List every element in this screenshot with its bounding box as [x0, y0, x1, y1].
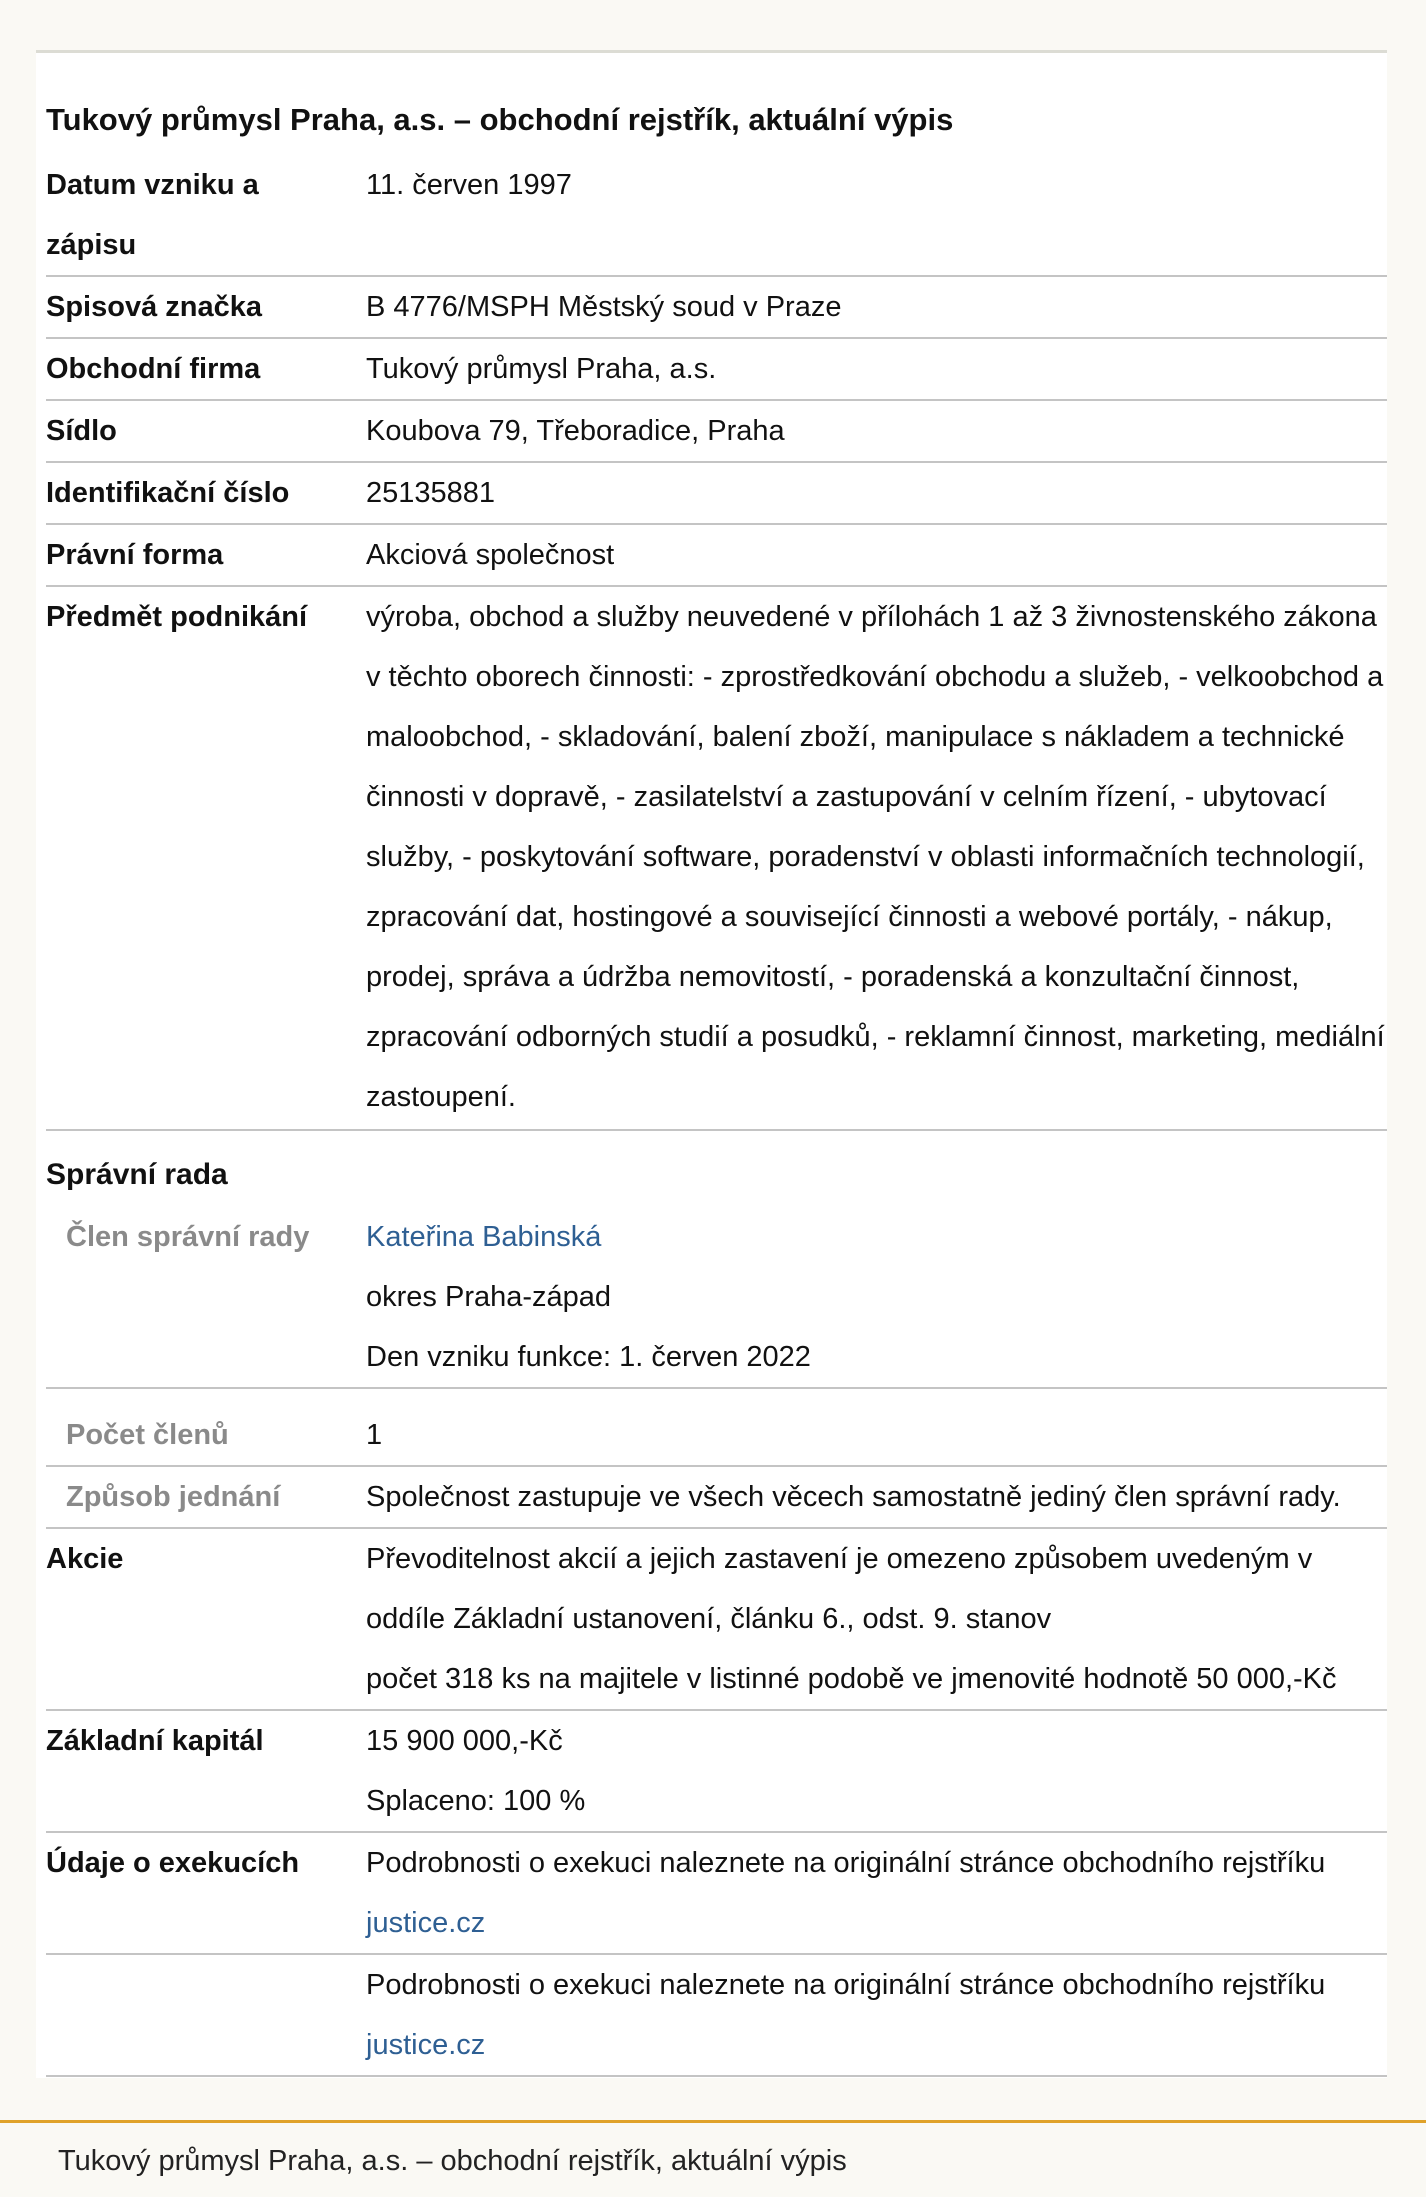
row-value: B 4776/MSPH Městský soud v Praze: [366, 291, 842, 323]
page-title: Tukový průmysl Praha, a.s. – obchodní rejstřík, aktuální výpis: [46, 102, 954, 137]
justice-link[interactable]: justice.cz: [366, 2029, 486, 2061]
row-udaje-o-exekucich-2: [46, 1955, 1387, 2077]
exekuce-text: Podrobnosti o exekuci naleznete na originální stránce obchodního rejstříku: [366, 1969, 1326, 2001]
row-identifikacni-cislo: [46, 463, 1387, 525]
section-heading-spravni-rada: Správní rada: [46, 1158, 228, 1191]
row-value: Společnost zastupuje ve všech věcech samostatně jediný člen správní rady.: [366, 1481, 1341, 1513]
row-udaje-o-exekucich: [46, 1833, 1387, 1955]
row-value: Koubova 79, Třeboradice, Praha: [366, 415, 785, 447]
row-value: [366, 1955, 1386, 2075]
row-zpusob-jednani: [46, 1467, 1387, 1529]
row-value: 25135881: [366, 477, 496, 509]
akcie-line-1: Převoditelnost akcií a jejich zastavení je omezeno způsobem uvedeným v: [366, 1543, 1313, 1575]
row-value: Akciová společnost: [366, 539, 615, 571]
row-label: Sídlo: [46, 415, 117, 447]
row-value: výroba, obchod a služby neuvedené v přílohách 1 až 3 živnostenského zákona v těchto oborech činnosti: - zprostředkování obchodu a služeb, - velkoobchod a maloobchod, - skladování, balení zboží, manipulace s nákladem a technické činnosti v dopravě, - zasilatelství a zastupování v celním řízení, - ubytovací služby, - poskytování software, poradenství v oblasti informačních technologií, zpracování dat, hostingové a související činnosti a webové portály, - nákup, prodej, správa a údržba nemovitostí, - poradenská a konzultační činnost, zpracování odborných studií a posudků, - reklamní činnost, marketing, mediální zastoupení.: [366, 601, 1385, 1113]
row-label: Datum vzniku a zápisu: [46, 169, 259, 261]
akcie-line-2: oddíle Základní ustanovení, článku 6., odst. 9. stanov: [366, 1603, 1052, 1635]
footer-title: Tukový průmysl Praha, a.s. – obchodní rejstřík, aktuální výpis: [58, 2145, 847, 2177]
row-spisova-znacka: [46, 277, 1387, 339]
justice-link[interactable]: justice.cz: [366, 1907, 486, 1939]
row-value: 1: [366, 1419, 383, 1451]
row-label: Způsob jednání: [66, 1481, 281, 1513]
row-label: Identifikační číslo: [46, 477, 290, 509]
row-value: [366, 1833, 1386, 1953]
member-name-link[interactable]: Kateřina Babinská: [366, 1221, 602, 1253]
row-label: Člen správní rady: [66, 1221, 310, 1253]
row-value: 11. červen 1997: [366, 169, 572, 201]
row-akcie: [46, 1529, 1387, 1711]
row-label: Spisová značka: [46, 291, 262, 323]
row-predmet-podnikani: [46, 587, 1387, 1131]
row-label: Předmět podnikání: [46, 601, 308, 633]
row-sidlo: [46, 401, 1387, 463]
row-label: Akcie: [46, 1543, 124, 1575]
row-value: [366, 1207, 1386, 1387]
register-extract-card: [36, 50, 1387, 2078]
akcie-line-3: počet 318 ks na majitele v listinné podobě ve jmenovité hodnotě 50 000,-Kč: [366, 1663, 1337, 1695]
capital-amount: 15 900 000,-Kč: [366, 1725, 563, 1757]
row-datum-vzniku: [46, 155, 1387, 277]
member-district: okres Praha-západ: [366, 1281, 612, 1313]
capital-paid: Splaceno: 100 %: [366, 1785, 586, 1817]
row-label: Údaje o exekucích: [46, 1847, 300, 1879]
row-pravni-forma: [46, 525, 1387, 587]
row-value: Tukový průmysl Praha, a.s.: [366, 353, 717, 385]
row-clen-spravni-rady: [46, 1207, 1387, 1389]
row-value: [366, 1711, 1386, 1831]
exekuce-text: Podrobnosti o exekuci naleznete na originální stránce obchodního rejstříku: [366, 1847, 1326, 1879]
footer-bar: [0, 2120, 1426, 2197]
row-label: Počet členů: [66, 1419, 229, 1451]
row-label: Základní kapitál: [46, 1725, 264, 1757]
row-zakladni-kapital: [46, 1711, 1387, 1833]
row-label: Obchodní firma: [46, 353, 261, 385]
row-label: Právní forma: [46, 539, 224, 571]
row-pocet-clenu: [46, 1405, 1387, 1467]
row-obchodni-firma: [46, 339, 1387, 401]
row-value: [366, 1529, 1386, 1709]
member-start-date: Den vzniku funkce: 1. červen 2022: [366, 1341, 811, 1373]
